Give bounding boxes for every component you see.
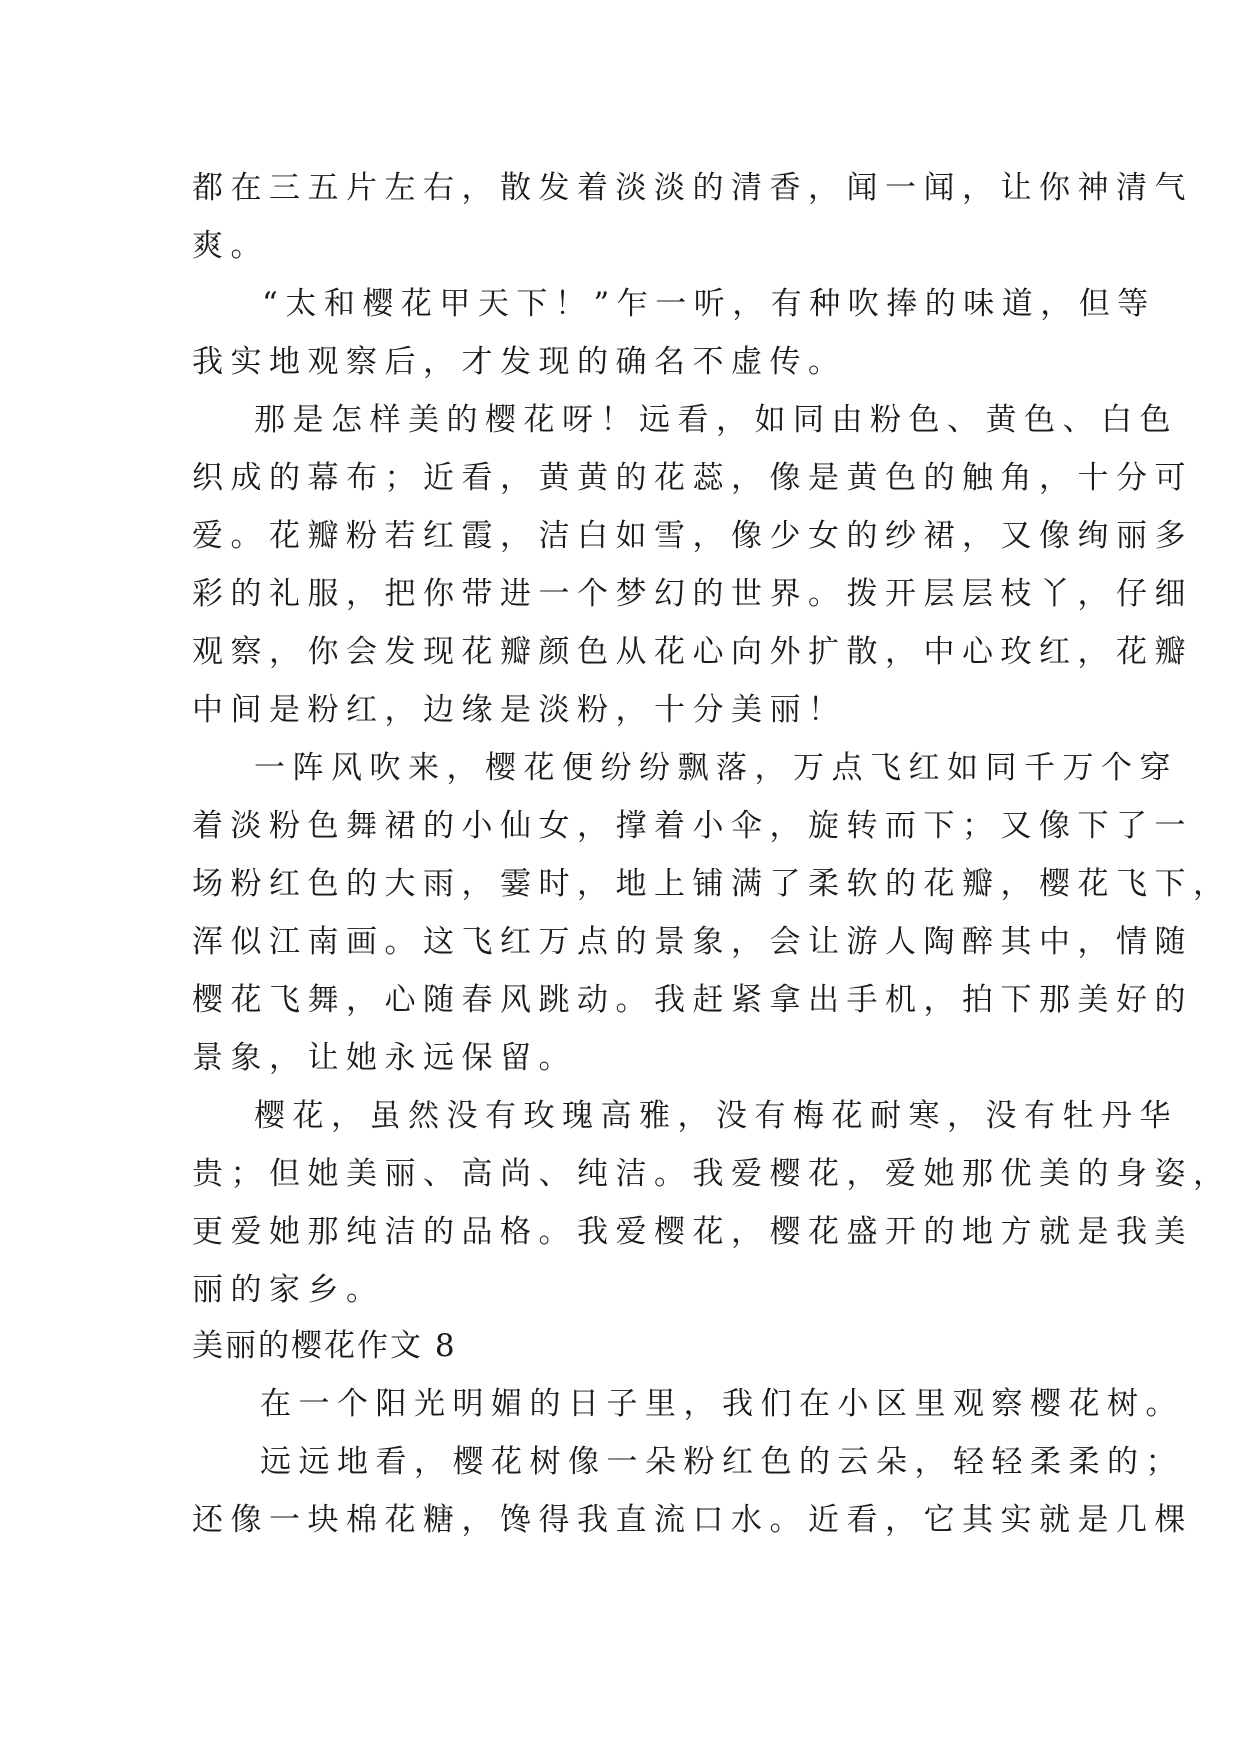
text-line: 在一个阳光明媚的日子里，我们在小区里观察樱花树。 xyxy=(260,1386,1184,1422)
text-line: 樱花飞舞，心随春风跳动。我赶紧拿出手机，拍下那美好的 xyxy=(192,982,1193,1018)
text-line: 场粉红色的大雨，霎时，地上铺满了柔软的花瓣，樱花飞下， xyxy=(192,866,1232,902)
text-line: 一阵风吹来，樱花便纷纷飘落，万点飞红如同千万个穿 xyxy=(254,750,1178,786)
text-line: 景象，让她永远保留。 xyxy=(192,1040,577,1076)
text-line: 爽。 xyxy=(192,228,269,264)
text-line: 贵；但她美丽、高尚、纯洁。我爱樱花，爱她那优美的身姿， xyxy=(192,1156,1232,1192)
text-line: “太和樱花甲天下！”乍一听，有种吹捧的味道，但等 xyxy=(262,286,1156,322)
text-line: 樱花，虽然没有玫瑰高雅，没有梅花耐寒，没有牡丹华 xyxy=(254,1098,1178,1134)
text-line: 那是怎样美的樱花呀！远看，如同由粉色、黄色、白色 xyxy=(254,402,1178,438)
text-line: 都在三五片左右，散发着淡淡的清香，闻一闻，让你神清气 xyxy=(192,170,1193,206)
text-line: 织成的幕布；近看，黄黄的花蕊，像是黄色的触角，十分可 xyxy=(192,460,1193,496)
text-line: 还像一块棉花糖，馋得我直流口水。近看，它其实就是几棵 xyxy=(192,1502,1193,1538)
text-line: 丽的家乡。 xyxy=(192,1272,385,1308)
text-line: 中间是粉红，边缘是淡粉，十分美丽！ xyxy=(192,692,847,728)
text-line: 浑似江南画。这飞红万点的景象，会让游人陶醉其中，情随 xyxy=(192,924,1193,960)
text-line: 远远地看，樱花树像一朵粉红色的云朵，轻轻柔柔的； xyxy=(260,1444,1184,1480)
text-line: 彩的礼服，把你带进一个梦幻的世界。拨开层层枝丫，仔细 xyxy=(192,576,1193,612)
section-heading: 美丽的樱花作文 8 xyxy=(192,1328,457,1364)
text-line: 爱。花瓣粉若红霞，洁白如雪，像少女的纱裙，又像绚丽多 xyxy=(192,518,1193,554)
text-line: 更爱她那纯洁的品格。我爱樱花，樱花盛开的地方就是我美 xyxy=(192,1214,1193,1250)
text-line: 我实地观察后，才发现的确名不虚传。 xyxy=(192,344,847,380)
text-line: 观察，你会发现花瓣颜色从花心向外扩散，中心玫红，花瓣 xyxy=(192,634,1193,670)
text-line: 着淡粉色舞裙的小仙女，撑着小伞，旋转而下；又像下了一 xyxy=(192,808,1193,844)
